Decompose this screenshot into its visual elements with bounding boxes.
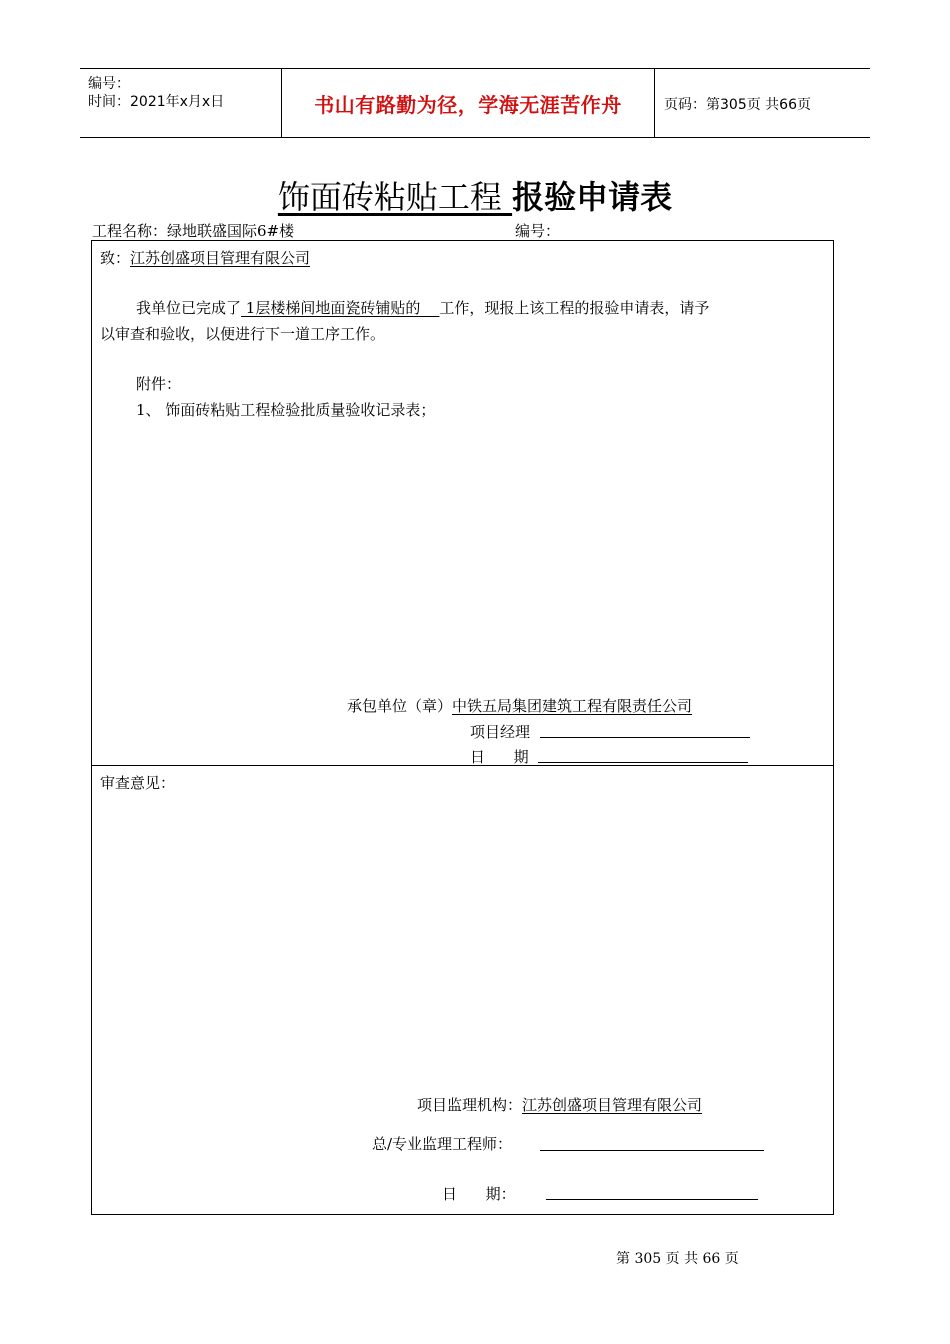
attachments-label: 附件： bbox=[136, 375, 182, 393]
review-date-signature-line bbox=[546, 1199, 758, 1200]
date-label: 日 期 bbox=[470, 748, 529, 766]
contractor-value: 中铁五局集团建筑工程有限责任公司 bbox=[452, 697, 693, 715]
header-number-label: 编号： bbox=[88, 76, 130, 92]
engineer-signature-line bbox=[540, 1150, 764, 1151]
project-number: 编号： bbox=[515, 222, 561, 240]
date-signature-line bbox=[538, 762, 748, 763]
title-part2: 报验申请表 bbox=[512, 178, 673, 216]
title-part1: 饰面砖粘贴工程 bbox=[277, 178, 513, 216]
contractor-line bbox=[347, 695, 692, 716]
project-name: 工程名称：绿地联盛国际6#楼 bbox=[92, 222, 295, 240]
header-meta bbox=[88, 75, 224, 111]
body-prefix: 我单位已完成了 bbox=[136, 299, 242, 317]
body-suffix: 工作，现报上该工程的报验申请表，请予 bbox=[439, 299, 710, 317]
body-line-2: 以审查和验收，以便进行下一道工序工作。 bbox=[100, 325, 386, 343]
to-label: 致： bbox=[100, 249, 131, 267]
header-time-label: 时间：2021年x月x日 bbox=[88, 94, 225, 110]
page-title bbox=[0, 172, 950, 218]
page-header bbox=[80, 68, 870, 138]
body-line-1 bbox=[136, 297, 709, 318]
agency-value: 江苏创盛项目管理有限公司 bbox=[522, 1096, 703, 1114]
agency-line bbox=[417, 1094, 702, 1115]
manager-label: 项目经理 bbox=[470, 723, 531, 741]
page-footer: 第 305 页 共 66 页 bbox=[616, 1251, 739, 1267]
contractor-label: 承包单位（章） bbox=[347, 697, 453, 715]
to-value: 江苏创盛项目管理有限公司 bbox=[130, 249, 311, 267]
manager-signature-line bbox=[540, 737, 750, 738]
header-motto: 书山有路勤为径，学海无涯苦作舟 bbox=[314, 93, 622, 117]
header-divider bbox=[654, 69, 655, 137]
review-date-label: 日 期： bbox=[442, 1185, 516, 1203]
agency-label: 项目监理机构： bbox=[417, 1096, 523, 1114]
header-page-label: 页码：第305页 共66页 bbox=[664, 97, 811, 113]
engineer-label: 总/专业监理工程师： bbox=[372, 1135, 513, 1153]
review-opinion-label: 审查意见： bbox=[100, 774, 176, 792]
review-section bbox=[91, 764, 834, 1215]
body-work: 1层楼梯间地面瓷砖铺贴的 bbox=[241, 299, 440, 317]
to-line bbox=[100, 247, 310, 268]
attachment-item: 1、 饰面砖粘贴工程检验批质量验收记录表； bbox=[136, 401, 436, 419]
application-section bbox=[91, 240, 834, 766]
